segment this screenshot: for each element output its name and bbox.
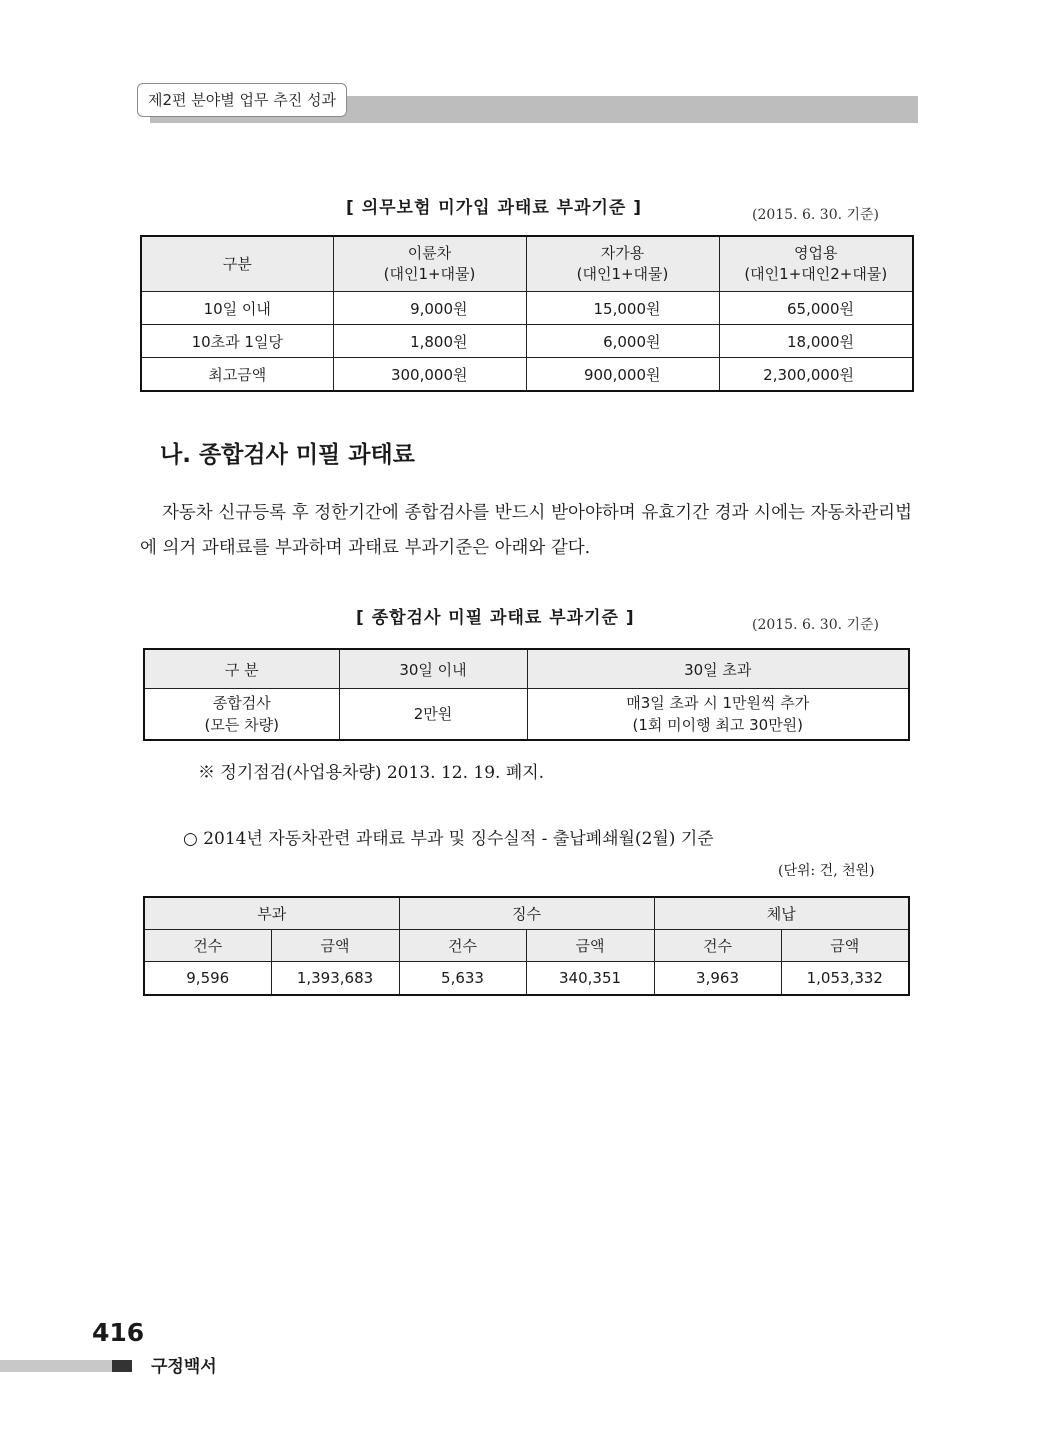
header-line: (대인1+대인2+대물)	[744, 265, 888, 283]
header-cell: 30일 초과	[527, 649, 909, 689]
table-cell: 1,800원	[333, 325, 526, 358]
header-cell: 금액	[781, 930, 909, 962]
table-row	[144, 962, 909, 996]
table-cell: 9,596	[144, 962, 271, 996]
table-row	[141, 325, 913, 358]
header-cell: 금액	[271, 930, 399, 962]
header-cell	[719, 236, 913, 292]
cell-line: 종합검사	[212, 694, 271, 712]
page-number: 416	[92, 1318, 145, 1347]
row-label: 10초과 1일당	[141, 325, 333, 358]
header-line: 이륜차	[407, 244, 452, 262]
row-label: 10일 이내	[141, 292, 333, 325]
header-line: 자가용	[600, 244, 645, 262]
table-cell: 300,000원	[333, 358, 526, 392]
group-header: 체납	[654, 897, 909, 930]
collection-stats-table	[143, 896, 910, 996]
inspection-fine-table	[143, 648, 910, 741]
table-cell: 5,633	[399, 962, 526, 996]
insurance-fine-table	[140, 235, 914, 392]
cell-line: (1회 미이행 최고 30만원)	[632, 716, 804, 734]
table1-caption: [ 의무보험 미가입 과태료 부과기준 ]	[346, 198, 643, 218]
table-cell: 1,393,683	[271, 962, 399, 996]
table-cell: 15,000원	[526, 292, 719, 325]
table-cell: 9,000원	[333, 292, 526, 325]
table-cell: 18,000원	[719, 325, 913, 358]
header-cell: 구 분	[144, 649, 339, 689]
table1-date: (2015. 6. 30. 기준)	[752, 207, 880, 223]
chapter-header: 제2편 분야별 업무 추진 성과	[137, 83, 347, 117]
unit-label: (단위: 건, 천원)	[778, 863, 875, 879]
section-body: 자동차 신규등록 후 정한기간에 종합검사를 반드시 받아야하며 유효기간 경과 시에는 자동차관리법에 의거 과태료를 부과하며 과태료 부과기준은 아래와 같다.	[140, 503, 912, 558]
book-title: 구정백서	[151, 1357, 217, 1377]
table-cell: 1,053,332	[781, 962, 909, 996]
header-cell: 건수	[144, 930, 271, 962]
row-label: 최고금액	[141, 358, 333, 392]
header-cell: 건수	[399, 930, 526, 962]
table-cell: 3,963	[654, 962, 781, 996]
section-title: 나. 종합검사 미필 과태료	[160, 442, 415, 468]
header-cell	[333, 236, 526, 292]
table-group-row	[144, 897, 909, 930]
footer-bar	[0, 1360, 112, 1372]
row-label	[144, 689, 339, 741]
header-cell: 30일 이내	[339, 649, 527, 689]
table-cell: 65,000원	[719, 292, 913, 325]
header-cell: 구분	[141, 236, 333, 292]
table2-caption: [ 종합검사 미필 과태료 부과기준 ]	[356, 608, 635, 628]
footer-block	[112, 1360, 132, 1372]
header-cell: 건수	[654, 930, 781, 962]
table-cell	[527, 689, 909, 741]
table-cell: 340,351	[526, 962, 654, 996]
table-cell: 2만원	[339, 689, 527, 741]
stats-bullet: ○ 2014년 자동차관련 과태료 부과 및 징수실적 - 출납폐쇄월(2월) 기준	[183, 829, 714, 849]
cell-line: (모든 차량)	[204, 716, 279, 734]
header-line: (대인1+대물)	[576, 265, 669, 283]
table-cell: 6,000원	[526, 325, 719, 358]
cell-line: 매3일 초과 시 1만원씩 추가	[626, 694, 810, 712]
table-header-row	[144, 930, 909, 962]
table-header-row	[141, 236, 913, 292]
group-header: 징수	[399, 897, 654, 930]
header-line: (대인1+대물)	[383, 265, 476, 283]
table-row	[141, 292, 913, 325]
abolition-note: ※ 정기점검(사업용차량) 2013. 12. 19. 폐지.	[198, 763, 545, 783]
header-cell: 금액	[526, 930, 654, 962]
header-cell	[526, 236, 719, 292]
header-line: 영업용	[794, 244, 838, 262]
table-row	[144, 689, 909, 741]
group-header: 부과	[144, 897, 399, 930]
table-header-row	[144, 649, 909, 689]
table-row	[141, 358, 913, 392]
table-cell: 2,300,000원	[719, 358, 913, 392]
table2-date: (2015. 6. 30. 기준)	[752, 617, 880, 633]
table-cell: 900,000원	[526, 358, 719, 392]
